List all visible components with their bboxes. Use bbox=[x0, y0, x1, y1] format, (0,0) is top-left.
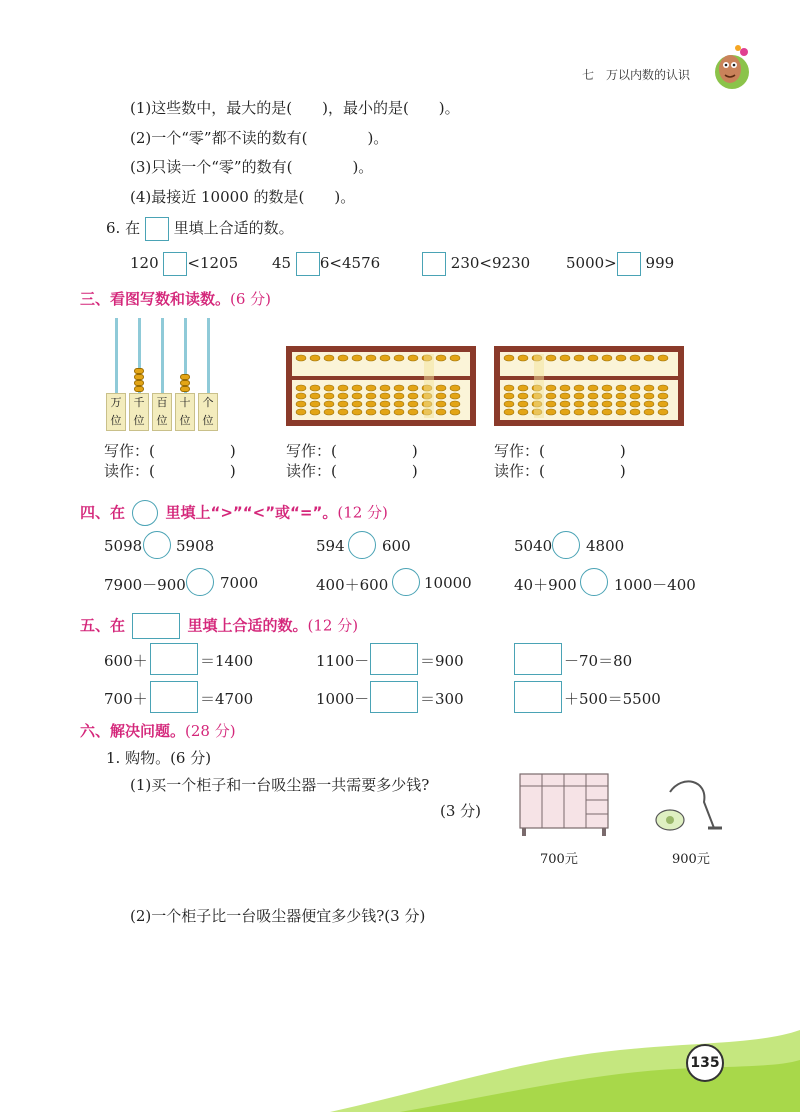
fill-1-right: ＝1400 bbox=[200, 652, 254, 670]
fill-6-right: ＋500＝5500 bbox=[564, 690, 661, 708]
compare-4-right: 7000 bbox=[220, 574, 259, 592]
q6-item-3-right: 230<9230 bbox=[450, 254, 531, 272]
fill-3-box[interactable] bbox=[514, 643, 562, 675]
compare-3-right: 4800 bbox=[586, 537, 625, 555]
q6-box-sample bbox=[145, 217, 169, 241]
write-line-1[interactable]: 写作：( ) bbox=[104, 442, 236, 460]
section3-points: (6 分) bbox=[230, 290, 272, 308]
read-line-3[interactable]: 读作：( ) bbox=[494, 462, 626, 480]
section6-title: 六、解决问题。 bbox=[80, 722, 186, 740]
q6-item-2 bbox=[272, 252, 380, 276]
q6-item-4-right: 999 bbox=[645, 254, 675, 272]
compare-5-left: 400＋600 bbox=[316, 576, 389, 594]
rod-bai bbox=[161, 318, 164, 398]
write-line-3[interactable]: 写作：( ) bbox=[494, 442, 626, 460]
cabinet-icon bbox=[518, 772, 610, 838]
q6-instruction bbox=[106, 217, 294, 241]
section5-points: (12 分) bbox=[307, 616, 359, 635]
q5-item-1: (1)这些数中，最大的是( )，最小的是( )。 bbox=[130, 99, 460, 117]
compare-3-left: 5040 bbox=[514, 537, 553, 555]
q5-item-3: (3)只读一个“零”的数有( )。 bbox=[130, 158, 374, 176]
cabinet-price: 700元 bbox=[540, 852, 578, 867]
counting-frame bbox=[100, 318, 222, 434]
box-sample bbox=[132, 613, 180, 639]
q6-1-sub2: (2)一个柜子比一台吸尘器便宜多少钱?(3 分) bbox=[130, 907, 426, 925]
q6-1-title: 1. 购物。(6 分) bbox=[106, 749, 212, 767]
fill-4-box[interactable] bbox=[150, 681, 198, 713]
place-label-wan: 万 位 bbox=[106, 393, 126, 431]
compare-4-circle[interactable] bbox=[186, 568, 214, 596]
compare-6-right: 1000－400 bbox=[614, 576, 696, 594]
q6-prefix: 6. 在 bbox=[106, 219, 141, 237]
rod-ge bbox=[207, 318, 210, 398]
mascot-icon bbox=[708, 42, 756, 92]
compare-1-circle[interactable] bbox=[143, 531, 171, 559]
compare-4-left: 7900－900 bbox=[104, 576, 186, 594]
section4-heading bbox=[80, 500, 388, 526]
q6-1-sub1: (1)买一个柜子和一台吸尘器一共需要多少钱? bbox=[130, 776, 430, 794]
abacus-1 bbox=[286, 346, 476, 426]
read-line-1[interactable]: 读作：( ) bbox=[104, 462, 236, 480]
section6-heading bbox=[80, 720, 236, 741]
q6-answer-box-1[interactable] bbox=[163, 252, 187, 276]
fill-2-right: ＝900 bbox=[420, 652, 464, 670]
section4-title-a: 四、在 bbox=[80, 503, 126, 522]
chapter-title: 七 万以内数的认识 bbox=[582, 68, 691, 82]
place-label-ge: 个 位 bbox=[198, 393, 218, 431]
rod-wan bbox=[115, 318, 118, 398]
bead bbox=[134, 386, 144, 392]
compare-5-circle[interactable] bbox=[392, 568, 420, 596]
compare-5-right: 10000 bbox=[424, 574, 472, 592]
page-number: 135 bbox=[686, 1044, 724, 1082]
q6-item-1-right: <1205 bbox=[187, 254, 239, 272]
q6-1-sub1-points: (3 分) bbox=[440, 802, 482, 820]
section6-points: (28 分) bbox=[185, 722, 236, 740]
compare-2-right: 600 bbox=[382, 537, 411, 555]
q6-answer-box-4[interactable] bbox=[617, 252, 641, 276]
q6-item-1 bbox=[130, 252, 238, 276]
compare-1-left: 5098 bbox=[104, 537, 143, 555]
write-line-2[interactable]: 写作：( ) bbox=[286, 442, 418, 460]
section3-title: 三、看图写数和读数。 bbox=[80, 290, 231, 308]
compare-6-left: 40＋900 bbox=[514, 576, 577, 594]
fill-5-box[interactable] bbox=[370, 681, 418, 713]
q6-item-2-left: 45 bbox=[272, 254, 292, 272]
bead bbox=[180, 386, 190, 392]
compare-2-circle[interactable] bbox=[348, 531, 376, 559]
q5-item-2: (2)一个“零”都不读的数有( )。 bbox=[130, 129, 389, 147]
fill-2-box[interactable] bbox=[370, 643, 418, 675]
section4-points: (12 分) bbox=[337, 503, 388, 522]
q6-item-4-left: 5000> bbox=[566, 254, 617, 272]
q6-item-2-right: 6<4576 bbox=[319, 254, 381, 272]
compare-6-circle[interactable] bbox=[580, 568, 608, 596]
fill-1-box[interactable] bbox=[150, 643, 198, 675]
q6-item-4 bbox=[566, 252, 674, 276]
fill-2-left: 1100－ bbox=[316, 652, 370, 670]
fill-5-left: 1000－ bbox=[316, 690, 370, 708]
q6-answer-box-3[interactable] bbox=[422, 252, 446, 276]
section5-title-a: 五、在 bbox=[80, 616, 126, 635]
section4-title-b: 里填上“>”“<”或“=”。 bbox=[165, 503, 338, 522]
fill-5-right: ＝300 bbox=[420, 690, 464, 708]
section5-heading bbox=[80, 613, 358, 639]
section5-title-b: 里填上合适的数。 bbox=[187, 616, 308, 635]
q6-item-3 bbox=[422, 252, 530, 276]
fill-6-box[interactable] bbox=[514, 681, 562, 713]
vacuum-price: 900元 bbox=[672, 852, 710, 867]
place-label-qian: 千 位 bbox=[129, 393, 149, 431]
place-label-shi: 十 位 bbox=[175, 393, 195, 431]
place-label-bai: 百 位 bbox=[152, 393, 172, 431]
q6-item-1-left: 120 bbox=[130, 254, 159, 272]
fill-4-left: 700＋ bbox=[104, 690, 148, 708]
abacus-2 bbox=[494, 346, 684, 426]
circle-sample bbox=[132, 500, 158, 526]
compare-2-left: 594 bbox=[316, 537, 345, 555]
q6-answer-box-2[interactable] bbox=[296, 252, 320, 276]
q5-item-4: (4)最接近 10000 的数是( )。 bbox=[130, 188, 356, 206]
fill-1-left: 600＋ bbox=[104, 652, 148, 670]
section3-heading bbox=[80, 288, 271, 309]
fill-3-right: －70＝80 bbox=[564, 652, 633, 670]
q6-suffix: 里填上合适的数。 bbox=[173, 219, 294, 237]
read-line-2[interactable]: 读作：( ) bbox=[286, 462, 418, 480]
fill-4-right: ＝4700 bbox=[200, 690, 254, 708]
compare-3-circle[interactable] bbox=[552, 531, 580, 559]
vacuum-cleaner-icon bbox=[652, 780, 724, 836]
compare-1-right: 5908 bbox=[176, 537, 215, 555]
